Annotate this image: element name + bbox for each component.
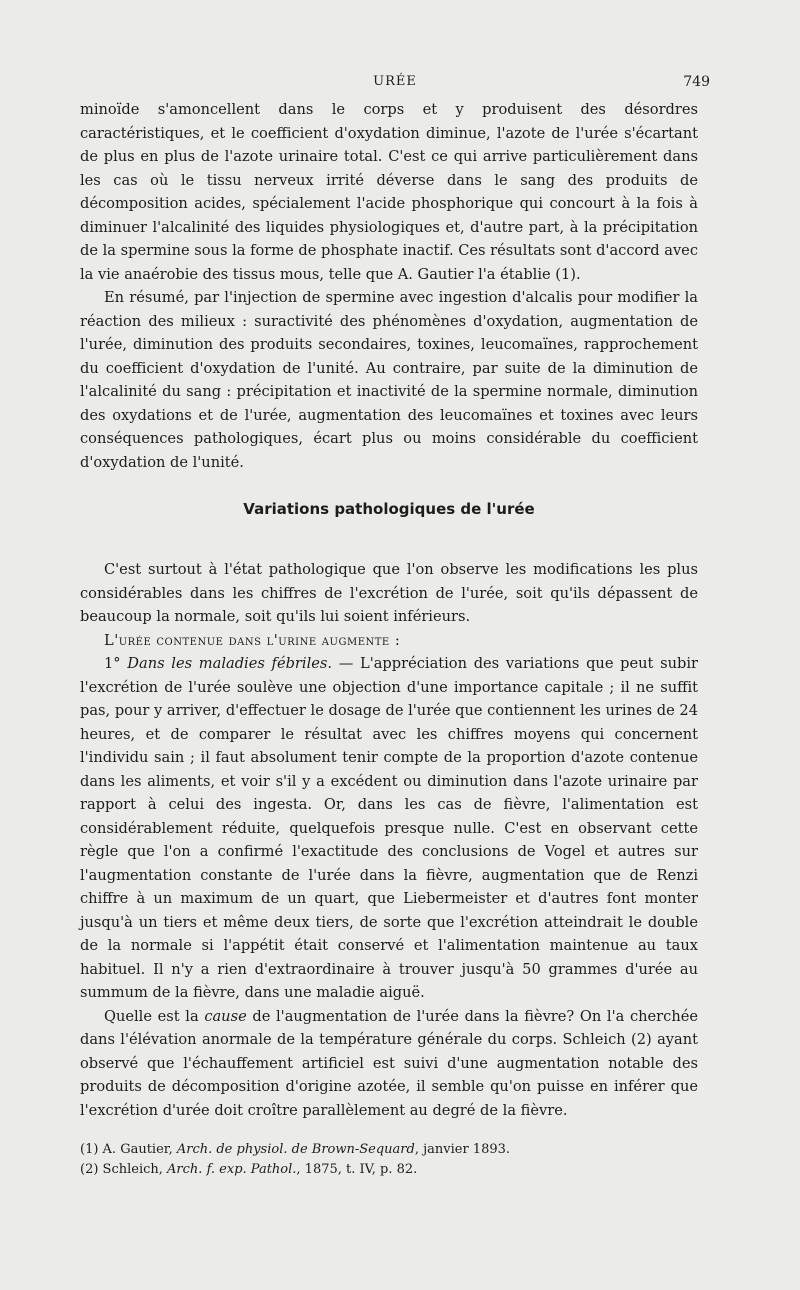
- footnote-2: [80, 1160, 698, 1180]
- footnote-journal: Arch. de physiol. de Brown-Sequard: [176, 1142, 415, 1157]
- paragraph-continuation: minoïde s'amoncellent dans le corps et y produisent des désordres caractéristiques, et le coefficient d'oxydation diminue, l'azote de l'urée s'écartant de plus en plus de l'azote urinaire total. C'est ce qui arrive particulièrement dans les cas où le tissu nerveux irrité déverse dans le sang des produits de décomposition acides, spécialement l'acide phosphorique qui concourt à la fois à diminuer l'alcalinité des liquides physiologiques et, d'autre part, à la précipitation de la spermine sous la forme de phosphate inactif. Ces résultats sont d'accord avec la vie anaérobie des tissus mous, telle que A. Gautier l'a établie (1).: [80, 101, 698, 283]
- footnote-number: (2): [80, 1162, 103, 1177]
- running-title: URÉE: [373, 74, 417, 89]
- footnote-author: Schleich,: [102, 1162, 168, 1177]
- cause-after: de l'augmentation de l'urée dans la fièvre? On l'a cherchée dans l'élévation anormale de la température générale du corps. Schleich (2) ayant observé que l'échauffement artificiel est suivi d'une augmentation notable des produits de décomposition d'origine azotée, il semble qu'on puisse en inférer que l'excrétion d'urée doit croître parallèlement au degré de la fièvre.: [80, 1007, 698, 1119]
- footnote-rest: , 1875, t. IV, p. 82.: [296, 1162, 418, 1177]
- page-number: 749: [683, 74, 710, 90]
- paragraph-summary: En résumé, par l'injection de spermine avec ingestion d'alcalis pour modifier la réaction des milieux : suractivité des phénomènes d'oxydation, augmentation de l'urée, diminution des produits secondaires, toxines, leucomaïnes, rapprochement du coefficient d'oxydation de l'unité. Au contraire, par suite de la diminution de l'alcalinité du sang : précipitation et inactivité de la spermine normale, diminution des oxydations et de l'urée, augmentation des leucomaïnes et toxines avec leurs conséquences pathologiques, écart plus ou moins considérable du coefficient d'oxydation de l'unité.: [80, 289, 698, 471]
- fever-title: Dans les maladies fébriles.: [127, 655, 333, 672]
- footnote-number: (1): [80, 1142, 103, 1157]
- footnotes: [80, 1140, 698, 1180]
- fever-text: — L'appréciation des variations que peut subir l'excrétion de l'urée soulève une objection d'une importance capitale ; il ne suffit pas, pour y arriver, d'effectuer le dosage de l'urée que contiennent les urines de 24 heures, et de comparer le résultat avec les chiffres moyens qui concernent l'individu sain ; il faut absolument tenir compte de la proportion d'azote contenue dans les aliments, et voir s'il y a excédent ou diminution dans l'azote urinaire par rapport à celui des ingesta. Or, dans les cas de fièvre, l'alimentation est considérablement réduite, quelquefois presque nulle. C'est en observant cette règle que l'on a confirmé l'exactitude des conclusions de Vogel et autres sur l'augmentation constante de l'urée dans la fièvre, augmentation que de Renzi chiffre à un maximum de un quart, que Liebermeister et d'autres font monter jusqu'à un tiers et même deux tiers, de sorte que l'excrétion atteindrait le double de la normale si l'appétit était conservé et l'alimentation maintenue au taux habituel. Il n'y a rien d'extraordinaire à trouver jusqu'à 50 grammes d'urée au summum de la fièvre, dans une maladie aiguë.: [80, 655, 698, 1001]
- paragraph-intro: C'est surtout à l'état pathologique que l'on observe les modifications les plus considérables dans les chiffres de l'excrétion de l'urée, soit qu'ils dépassent de beaucoup la normale, soit qu'ils lui soient inférieurs.: [80, 561, 698, 625]
- footnote-journal: Arch. f. exp. Pathol.: [167, 1162, 297, 1177]
- text-block-top: [80, 98, 698, 474]
- subheading: [80, 629, 698, 653]
- footnote-author: A. Gautier,: [102, 1142, 177, 1157]
- text-block-main: [80, 558, 698, 1122]
- footnote-1: [80, 1140, 698, 1160]
- subheading-text: L'urée contenue dans l'urine augmente :: [104, 631, 401, 649]
- page-header: [80, 74, 710, 96]
- section-heading: Variations pathologiques de l'urée: [243, 500, 535, 518]
- paragraph-fever: [80, 652, 698, 1005]
- footnote-rest: , janvier 1893.: [414, 1142, 511, 1157]
- cause-word: cause: [204, 1007, 247, 1025]
- cause-before: Quelle est la: [104, 1007, 205, 1025]
- list-number: 1°: [104, 655, 128, 672]
- paragraph-cause: [80, 1005, 698, 1123]
